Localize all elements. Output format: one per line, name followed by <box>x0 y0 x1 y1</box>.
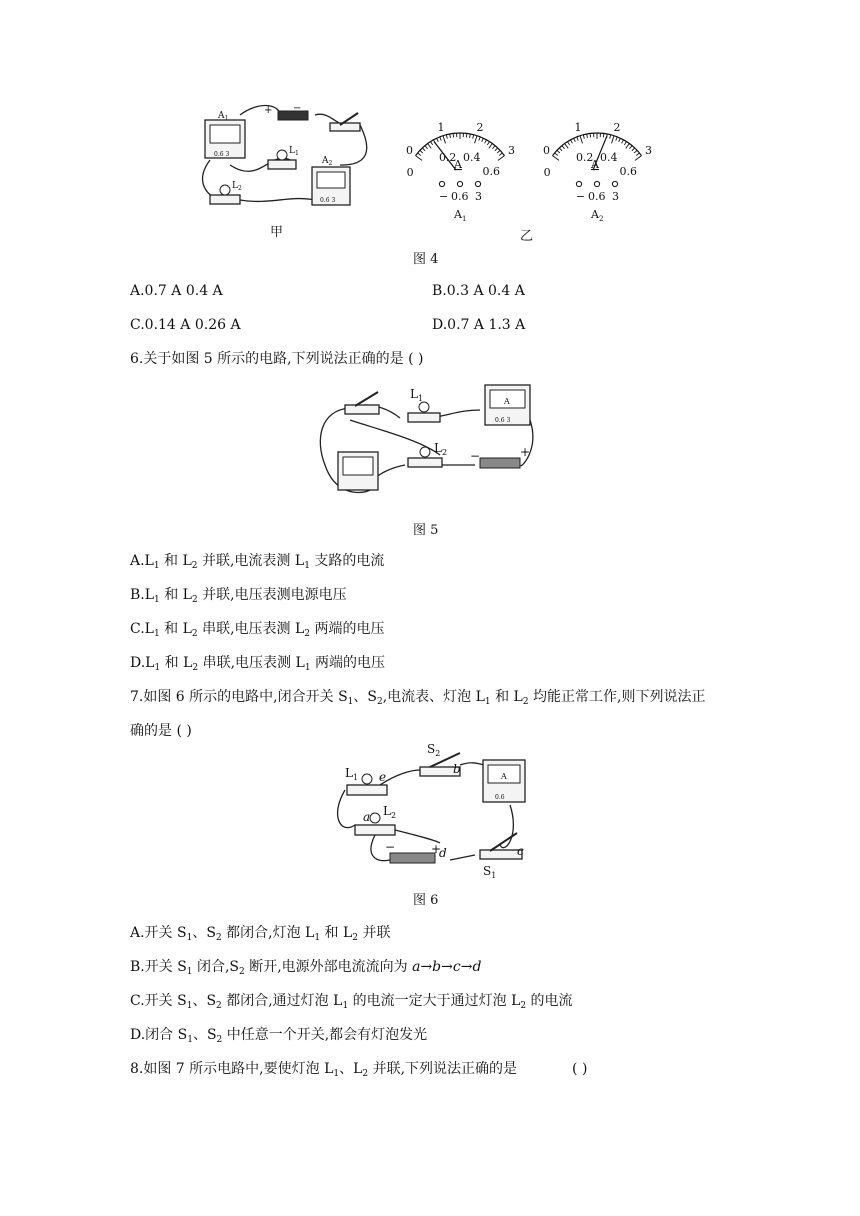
text-run: 的电流一定大于通过灯泡 L <box>348 993 521 1009</box>
dial-tick <box>559 148 562 151</box>
fig5-photo-plus: + <box>520 445 531 459</box>
subscript: 1 <box>153 629 160 639</box>
lamp-l2 <box>408 458 442 467</box>
text-run: 闭合,S <box>192 959 240 975</box>
dial-name: $A_1$ <box>454 208 467 223</box>
dial-tick <box>450 134 451 138</box>
dial-terminal-label: 3 <box>475 190 482 203</box>
dial-tick <box>499 153 502 156</box>
fig6-photo-plus: + <box>431 842 442 856</box>
answer-bracket[interactable]: ( ) <box>572 1061 588 1077</box>
dial-unit: A <box>591 158 599 171</box>
lamp-l2 <box>355 825 395 835</box>
text-run: B.开关 S <box>130 959 187 975</box>
dial-inner-label: 0.4 <box>600 150 618 164</box>
figure-4-circuit-photo <box>200 105 400 215</box>
text-run: 两端的电压 <box>310 621 385 637</box>
subscript: 2 <box>304 629 311 639</box>
text-run: 和 L <box>159 587 192 603</box>
text-run: 支路的电流 <box>309 553 385 569</box>
dial-tick <box>416 156 422 161</box>
dial-tick <box>473 135 474 139</box>
text-run: 、L <box>339 1061 363 1077</box>
lamp-l2 <box>210 195 240 204</box>
text-run: 7.如图 6 所示的电路中,闭合开关 S <box>130 689 348 705</box>
dial-tick <box>485 140 487 144</box>
dial-tick <box>635 156 641 161</box>
subscript: 2 <box>192 663 199 673</box>
text-run: 并联,电流表测 L <box>197 553 305 569</box>
fig6-photo-terminal: 0.6 <box>495 794 505 801</box>
dial-outer-label: 2 <box>476 121 484 135</box>
fig4-photo-terminal-a1: 0.6 3 <box>214 151 230 158</box>
dial-tick <box>493 146 496 149</box>
text-run: C.开关 S <box>130 993 187 1009</box>
dial-tick <box>583 135 584 139</box>
fig6-photo-label-s1: $S_1$ <box>483 864 497 880</box>
q7-option-d[interactable] <box>130 1026 427 1044</box>
q6-option-b[interactable] <box>130 586 347 604</box>
dial-tick <box>562 146 565 149</box>
dial-inner-label: 0 <box>543 166 551 180</box>
ammeter-a1-dial <box>398 106 528 223</box>
dial-terminal-label: − <box>576 190 586 203</box>
dial-tick <box>479 137 480 141</box>
dial-inner-label: 0.6 <box>619 165 638 179</box>
fig4-photo-label-a2: $A_2$ <box>322 156 333 167</box>
subscript: 1 <box>347 697 354 707</box>
dial-tick <box>446 135 447 139</box>
battery <box>390 853 435 863</box>
dial-tick <box>498 156 504 161</box>
fig4-photo-label-l1: $L_1$ <box>289 146 299 157</box>
dial-tick <box>428 144 432 149</box>
subscript: 1 <box>304 663 311 673</box>
dial-tick <box>590 133 591 137</box>
dial-outer-label: 1 <box>437 121 445 135</box>
fig6-caption: 图 6 <box>413 893 439 908</box>
dial-outer-label: 3 <box>644 143 652 157</box>
fig5-photo-label-l2: $L_2$ <box>434 441 448 457</box>
fig5-photo-label-l1: $L_1$ <box>410 387 424 403</box>
figure-5-circuit-photo <box>320 380 540 500</box>
dial-tick <box>636 153 639 156</box>
subscript: 1 <box>186 933 193 943</box>
dial-tick <box>634 150 637 153</box>
text-run: D.闭合 S <box>130 1027 188 1043</box>
subscript: 2 <box>520 1001 527 1011</box>
dial-tick <box>632 148 635 151</box>
dial-outer-label: 3 <box>507 143 515 157</box>
text-run: A.开关 S <box>130 925 187 941</box>
subscript: 2 <box>376 697 383 707</box>
dial-tick <box>568 142 570 145</box>
text-run: 断开,电源外部电流流向为 <box>244 959 413 975</box>
dial-terminal-label: 3 <box>612 190 619 203</box>
subscript: 1 <box>154 663 161 673</box>
dial-outer-label: 0 <box>543 143 551 157</box>
dial-tick <box>420 150 423 153</box>
dial-name: $A_2$ <box>591 208 604 223</box>
dial-tick <box>577 137 578 141</box>
fig6-photo-label-l2: $L_2$ <box>383 804 397 820</box>
dial-terminal-dot <box>594 181 599 186</box>
lamp-l1 <box>268 160 296 169</box>
dial-tick <box>466 133 467 137</box>
dial-tick <box>603 133 604 137</box>
dial-terminal-dot <box>457 181 462 186</box>
q7-option-c[interactable] <box>130 992 573 1010</box>
fig4-caption: 图 4 <box>413 252 439 267</box>
dial-tick <box>487 142 489 145</box>
dial-tick <box>431 142 433 145</box>
dial-terminal-label: − <box>439 190 449 203</box>
dial-outer-label: 1 <box>574 121 582 135</box>
text-run: D.L <box>130 655 155 671</box>
fig6-photo-label-c: c <box>517 844 524 858</box>
dial-tick <box>630 146 633 149</box>
q6-option-d[interactable] <box>130 654 385 672</box>
subscript: 2 <box>216 1035 223 1045</box>
q8-stem <box>130 1060 587 1078</box>
battery <box>480 458 520 468</box>
dial-terminal-label: 0.6 <box>588 190 606 203</box>
text-run: B.L <box>130 587 155 603</box>
dial-inner-label: 0.6 <box>482 165 501 179</box>
dial-tick <box>619 138 621 142</box>
fig4-photo-label-l2: $L_2$ <box>232 181 242 192</box>
subscript: 1 <box>153 561 160 571</box>
dial-name-sub: 1 <box>461 215 467 223</box>
text-run: 都闭合,灯泡 L <box>221 925 315 941</box>
text-run: 两端的电压 <box>310 655 385 671</box>
text-run: 均能正常工作,则下列说法正 <box>528 689 706 705</box>
subscript: 2 <box>362 1069 369 1079</box>
text-run: A.L <box>130 553 154 569</box>
dial-tick <box>580 136 582 144</box>
fig5-caption: 图 5 <box>413 523 439 538</box>
fig5-photo-terminal: 0.6 3 <box>495 417 511 424</box>
fig6-photo-label-e: e <box>379 770 387 784</box>
subscript: 1 <box>187 1035 193 1045</box>
subscript: 1 <box>186 1001 193 1011</box>
figure-6-circuit-photo <box>335 742 535 880</box>
switch-s1 <box>480 850 522 859</box>
dial-tick <box>422 148 425 151</box>
fig4-photo-plus: + <box>264 105 273 116</box>
dial-tick <box>497 150 500 153</box>
dial-tick <box>425 146 428 149</box>
dial-tick <box>626 144 630 149</box>
text-run: 和 L <box>159 621 192 637</box>
dial-tick <box>557 150 560 153</box>
subscript: 2 <box>215 933 222 943</box>
fig6-photo-label-s2: $S_2$ <box>427 742 441 758</box>
dial-tick <box>574 138 576 142</box>
subscript: 2 <box>216 1001 222 1011</box>
text-run: 和 L <box>490 689 523 705</box>
dial-tick <box>443 136 445 144</box>
dial-tick <box>482 138 484 142</box>
fig4-photo-label-a1: $A_1$ <box>218 111 229 122</box>
dial-inner-label: 0.4 <box>463 150 481 164</box>
q6-stem: 6.关于如图 5 所示的电路,下列说法正确的是 ( ) <box>130 351 424 367</box>
subscript: 1 <box>333 1069 340 1079</box>
q5-option-c[interactable]: C.0.14 A 0.26 A <box>130 317 241 333</box>
fig6-photo-label-b: b <box>453 762 461 776</box>
dial-terminal-dot <box>475 181 480 186</box>
dial-tick <box>612 136 614 144</box>
text-run: 、S <box>192 925 216 941</box>
dial-tick <box>555 153 558 156</box>
dial-tick <box>495 148 498 151</box>
text-run: 都闭合,通过灯泡 L <box>221 993 343 1009</box>
text-run: 并联,下列说法正确的是 <box>368 1061 518 1077</box>
text-run: 、S <box>192 1027 217 1043</box>
fig6-photo-label-l1: $L_1$ <box>345 766 359 782</box>
dial-tick <box>616 137 617 141</box>
subscript: 1 <box>484 697 491 707</box>
switch <box>345 405 379 414</box>
dial-inner-label: 0 <box>406 166 414 180</box>
text-run: 并联 <box>358 925 391 941</box>
dial-name-sub: 2 <box>598 215 604 223</box>
dial-tick <box>475 136 477 144</box>
q5-option-b[interactable]: B.0.3 A 0.4 A <box>432 283 525 299</box>
text-run: 串联,电压表测 L <box>197 621 305 637</box>
dial-terminal-dot <box>612 181 617 186</box>
dial-inner-label: 0.2 <box>575 150 594 164</box>
lamp-l1 <box>347 785 387 795</box>
fig6-photo-label-a: a <box>363 810 371 824</box>
q6-option-a[interactable] <box>130 552 384 570</box>
q5-option-d[interactable]: D.0.7 A 1.3 A <box>432 317 526 333</box>
fig4-photo-terminal-a2: 0.6 3 <box>320 197 336 204</box>
dial-tick <box>610 135 611 139</box>
dial-tick <box>571 140 573 144</box>
fig4-label-jia: 甲 <box>270 225 284 240</box>
dial-tick <box>437 138 439 142</box>
fig6-photo-meter-label: A <box>501 772 507 781</box>
ammeter-a2-dial <box>535 106 665 223</box>
current-path: a→b→c→d <box>412 959 482 975</box>
dial-tick <box>440 137 441 141</box>
subscript: 1 <box>186 967 193 977</box>
fig4-label-yi: 乙 <box>520 229 534 244</box>
subscript: 2 <box>191 561 198 571</box>
q7-stem-line1 <box>130 688 706 706</box>
text-run: ,电流表、灯泡 L <box>382 689 485 705</box>
fig5-photo-minus: − <box>470 449 481 463</box>
dial-outer-label: 0 <box>406 143 414 157</box>
dial-tick <box>489 144 493 149</box>
q5-option-a[interactable]: A.0.7 A 0.4 A <box>130 283 223 299</box>
subscript: 1 <box>154 595 160 605</box>
subscript: 1 <box>314 933 321 943</box>
subscript: 1 <box>304 561 310 571</box>
subscript: 2 <box>239 967 245 977</box>
dial-tick <box>453 133 454 137</box>
subscript: 2 <box>191 629 198 639</box>
dial-tick <box>624 142 626 145</box>
dial-tick <box>587 134 588 138</box>
subscript: 2 <box>191 595 198 605</box>
dial-tick <box>565 144 569 149</box>
text-run: C.L <box>130 621 154 637</box>
dial-tick <box>470 134 471 138</box>
dial-tick <box>622 140 624 144</box>
text-run: 并联,电压表测电源电压 <box>197 587 347 603</box>
text-run: 、S <box>192 993 217 1009</box>
q6-option-c[interactable] <box>130 620 384 638</box>
dial-tick <box>418 153 421 156</box>
text-run: 和 L <box>320 925 353 941</box>
fig6-photo-label-d: d <box>439 846 447 860</box>
dial-inner-label: 0.2 <box>438 150 457 164</box>
subscript: 1 <box>342 1001 349 1011</box>
dial-terminal-dot <box>439 181 444 186</box>
dial-tick <box>553 156 559 161</box>
q7-option-b[interactable] <box>130 958 481 976</box>
fig5-photo-meter-label: A <box>504 397 510 406</box>
text-run: 和 L <box>159 553 192 569</box>
fig6-photo-minus: − <box>385 840 396 854</box>
text-run: 的电流 <box>526 993 573 1009</box>
text-run: 串联,电压表测 L <box>198 655 305 671</box>
text-run: 8.如图 7 所示电路中,要使灯泡 L <box>130 1061 334 1077</box>
dial-terminal-label: 0.6 <box>451 190 469 203</box>
text-run: 、S <box>353 689 377 705</box>
text-run: 和 L <box>160 655 193 671</box>
q7-stem-line2: 确的是 ( ) <box>130 723 192 739</box>
dial-outer-label: 2 <box>613 121 621 135</box>
q7-option-a[interactable] <box>130 924 390 942</box>
switch <box>330 123 360 131</box>
subscript: 2 <box>522 697 529 707</box>
dial-terminal-dot <box>576 181 581 186</box>
lamp-l1 <box>408 413 440 422</box>
subscript: 2 <box>352 933 358 943</box>
dial-unit: A <box>454 158 462 171</box>
text-run: 中任意一个开关,都会有灯泡发光 <box>222 1027 428 1043</box>
fig4-photo-minus: − <box>293 103 302 114</box>
